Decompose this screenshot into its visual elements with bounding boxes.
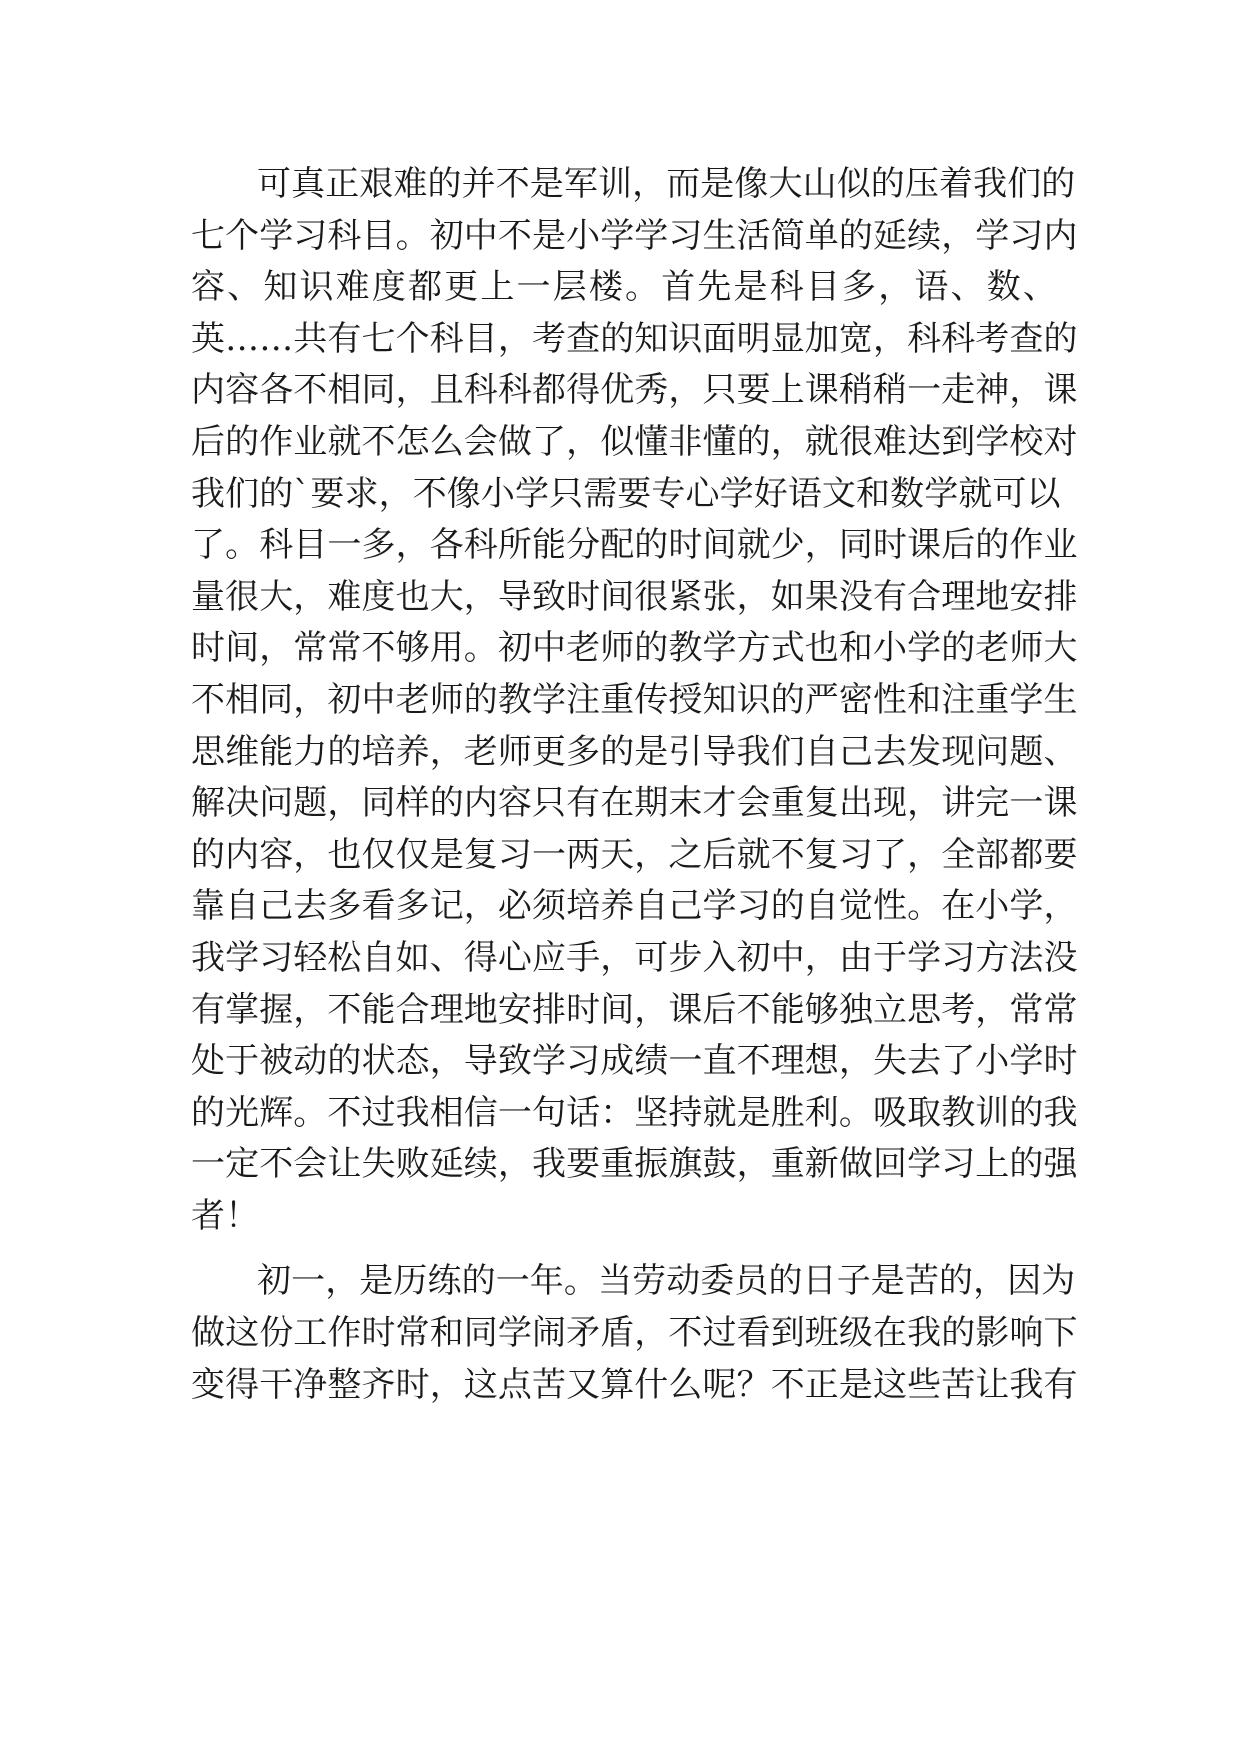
text-line: 处于被动的状态，导致学习成绩一直不理想，失去了小学时 (191, 1041, 1078, 1082)
text-line: 内容各不相同，且科科都得优秀，只要上课稍稍一走神，课 (191, 370, 1078, 411)
text-line: 可真正艰难的并不是军训，而是像大山似的压着我们的 (257, 164, 1076, 204)
text-line: 一定不会让失败延续，我要重振旗鼓，重新做回学习上的强 (191, 1144, 1078, 1185)
text-line: 了。科目一多，各科所能分配的时间就少，同时课后的作业 (191, 525, 1078, 566)
body-text (191, 159, 1078, 1411)
text-line: 做这份工作时常和同学闹矛盾，不过看到班级在我的影响下 (191, 1313, 1078, 1354)
text-line: 后的作业就不怎么会做了，似懂非懂的，就很难达到学校对 (191, 421, 1078, 462)
text-line: 变得干净整齐时，这点苦又算什么呢？不正是这些苦让我有 (191, 1364, 1078, 1405)
paragraph-2 (191, 1256, 1078, 1411)
text-line: 有掌握，不能合理地安排时间，课后不能够独立思考，常常 (191, 989, 1078, 1030)
paragraph-1 (191, 159, 1078, 1242)
text-line: 的内容，也仅仅是复习一两天，之后就不复习了，全部都要 (191, 834, 1078, 875)
text-line: 初一，是历练的一年。当劳动委员的日子是苦的，因为 (257, 1261, 1076, 1302)
text-line: 我们的`要求，不像小学只需要专心学好语文和数学就可以 (191, 473, 1061, 514)
text-line: 思维能力的培养，老师更多的是引导我们自己去发现问题、 (191, 731, 1078, 772)
text-line: 解决问题，同样的内容只有在期末才会重复出现，讲完一课 (191, 783, 1078, 824)
paragraph-gap (191, 1242, 1057, 1256)
text-line: 的光辉。不过我相信一句话：坚持就是胜利。吸取教训的我 (191, 1092, 1078, 1133)
text-line: 七个学习科目。初中不是小学学习生活简单的延续，学习内 (191, 215, 1078, 256)
text-line: 容、知识难度都更上一层楼。首先是科目多，语、数、 (191, 267, 1057, 308)
text-line: 不相同，初中老师的教学注重传授知识的严密性和注重学生 (191, 679, 1078, 720)
text-line: 我学习轻松自如、得心应手，可步入初中，由于学习方法没 (191, 937, 1078, 978)
text-line: 英……共有七个科目，考查的知识面明显加宽，科科考查的 (191, 318, 1078, 359)
text-line: 时间，常常不够用。初中老师的教学方式也和小学的老师大 (191, 628, 1078, 669)
text-line: 量很大，难度也大，导致时间很紧张，如果没有合理地安排 (191, 576, 1078, 617)
text-line: 者！ (191, 1195, 260, 1236)
text-line: 靠自己去多看多记，必须培养自己学习的自觉性。在小学， (191, 886, 1078, 927)
